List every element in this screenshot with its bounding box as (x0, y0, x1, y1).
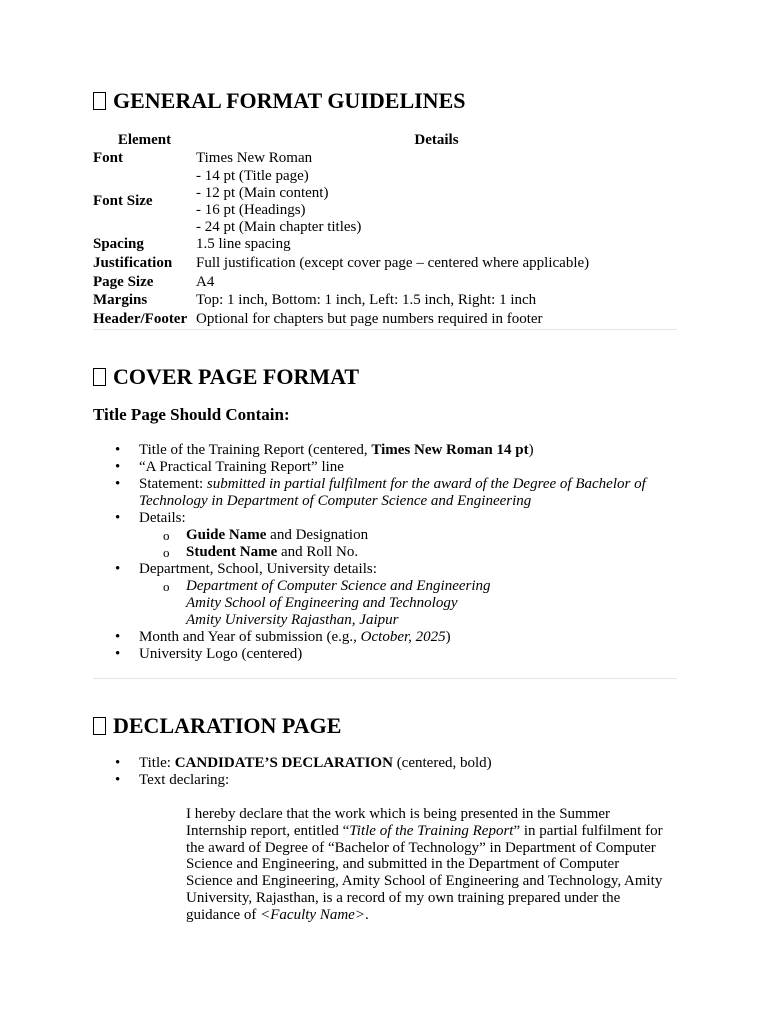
row-label-margins: Margins (93, 292, 148, 309)
list-item (93, 561, 677, 578)
column-header-element: Element (117, 131, 172, 148)
list-item (93, 755, 677, 772)
cover-item-statement-text: submitted in partial fulfilment for the award of the Degree of Bachelor of Technology in Department of Computer Science and Engineering (139, 476, 646, 509)
font-size-line: - 14 pt (Title page) (196, 167, 309, 184)
section-divider (93, 678, 677, 679)
cover-item-logo: University Logo (centered) (139, 646, 303, 662)
row-value-justification: Full justification (except cover page – centered where applicable) (196, 254, 590, 271)
student-name-rest: and Roll No. (277, 544, 359, 560)
cover-item-statement-label: Statement: (139, 476, 207, 492)
format-guidelines-table (93, 131, 677, 329)
table-header-row (93, 131, 677, 149)
declaration-title-post: (centered, bold) (392, 755, 492, 771)
table-row-font (93, 149, 677, 168)
circle-bullet-icon: o (163, 545, 170, 560)
cover-item-title-bold: Times New Roman 14 pt (371, 442, 529, 458)
table-row-margins (93, 291, 677, 310)
row-value-margins: Top: 1 inch, Bottom: 1 inch, Left: 1.5 inch, Right: 1 inch (196, 292, 537, 309)
table-row-page-size (93, 273, 677, 292)
list-item (93, 459, 677, 476)
quote-report-title: Title of the Training Report (349, 822, 514, 839)
font-size-line: - 24 pt (Main chapter titles) (196, 218, 362, 235)
missing-glyph-icon (93, 717, 106, 735)
cover-item-department: Department, School, University details: (139, 561, 377, 577)
column-header-details: Details (414, 131, 459, 148)
row-label-spacing: Spacing (93, 236, 144, 253)
bullet-icon: • (115, 755, 121, 771)
cover-item-details: Details: (139, 510, 186, 526)
cover-item-title-post: ) (528, 442, 534, 458)
section-divider (93, 329, 677, 330)
cover-item-month-example: October, 2025 (360, 629, 446, 645)
row-value-font-size (196, 168, 677, 236)
circle-bullet-icon: o (163, 579, 170, 594)
table-row-justification (93, 254, 677, 273)
bullet-icon: • (115, 772, 121, 788)
row-value-header-footer: Optional for chapters but page numbers required in footer (196, 310, 543, 327)
row-value-spacing: 1.5 line spacing (196, 236, 291, 253)
general-format-heading (93, 88, 465, 114)
guide-name-rest: and Designation (266, 527, 369, 543)
circle-bullet-icon: o (163, 528, 170, 543)
font-size-line: - 12 pt (Main content) (196, 184, 329, 201)
row-value-font: Times New Roman (196, 149, 313, 166)
declaration-title-pre: Title: (139, 755, 175, 771)
list-item (93, 442, 677, 459)
bullet-icon: • (115, 646, 121, 662)
declaration-text-label: Text declaring: (139, 772, 230, 788)
declaration-title-bold: CANDIDATE’S DECLARATION (174, 755, 393, 771)
university-line: Amity University Rajasthan, Jaipur (186, 612, 399, 628)
bullet-icon: • (115, 442, 121, 458)
student-name-label: Student Name (186, 544, 278, 560)
list-item (93, 629, 677, 646)
table-row-header-footer (93, 310, 677, 329)
guide-name-label: Guide Name (186, 527, 267, 543)
sub-list-item (93, 527, 677, 544)
bullet-icon: • (115, 459, 121, 475)
cover-item-practical-line: “A Practical Training Report” line (139, 459, 344, 475)
row-label-justification: Justification (93, 254, 173, 271)
cover-page-list (93, 442, 677, 663)
quote-end: . (364, 906, 369, 923)
list-item (93, 510, 677, 527)
cover-item-month-post: ) (445, 629, 451, 645)
general-format-heading-text: GENERAL FORMAT GUIDELINES (113, 88, 466, 113)
sub-list-item (93, 578, 677, 629)
row-label-font-size: Font Size (93, 193, 153, 210)
bullet-icon: • (115, 510, 121, 526)
cover-item-month-pre: Month and Year of submission (e.g., (139, 629, 361, 645)
school-line: Amity School of Engineering and Technology (186, 595, 458, 611)
table-row-font-size (93, 168, 677, 236)
quote-part-1: I hereby declare that the work which is being presented in the Summer Internship report, entitled “ (186, 806, 611, 839)
sub-list-item (93, 544, 677, 561)
missing-glyph-icon (93, 368, 106, 386)
missing-glyph-icon (93, 92, 106, 110)
title-page-subheading: Title Page Should Contain: (93, 405, 290, 424)
row-label-header-footer: Header/Footer (93, 310, 188, 327)
cover-page-heading-text: COVER PAGE FORMAT (113, 364, 360, 389)
declaration-page-heading (93, 713, 341, 739)
quote-part-2: ” in partial fulfilment for the award of Degree of “Bachelor of Technology” in Department of Computer Science and Engineering, and submitted in the Department of Computer Science and Engineering, Amity School of Engineering and Technology, Amity University, Rajasthan, is a record of my own training prepared under the guidance of (186, 822, 663, 923)
declaration-list (93, 755, 677, 789)
bullet-icon: • (115, 629, 121, 645)
list-item (93, 646, 677, 663)
list-item (93, 476, 677, 510)
bullet-icon: • (115, 476, 121, 492)
declaration-quote (186, 806, 666, 924)
bullet-icon: • (115, 561, 121, 577)
cover-page-heading (93, 364, 359, 390)
row-value-page-size: A4 (196, 273, 215, 290)
list-item (93, 772, 677, 789)
row-label-font: Font (93, 149, 123, 166)
department-line: Department of Computer Science and Engineering (186, 578, 491, 594)
font-size-line: - 16 pt (Headings) (196, 201, 306, 218)
declaration-page-heading-text: DECLARATION PAGE (113, 713, 342, 738)
quote-faculty-name: <Faculty Name> (260, 906, 365, 923)
row-label-page-size: Page Size (93, 273, 154, 290)
table-row-spacing (93, 236, 677, 255)
cover-item-title-pre: Title of the Training Report (centered, (139, 442, 372, 458)
